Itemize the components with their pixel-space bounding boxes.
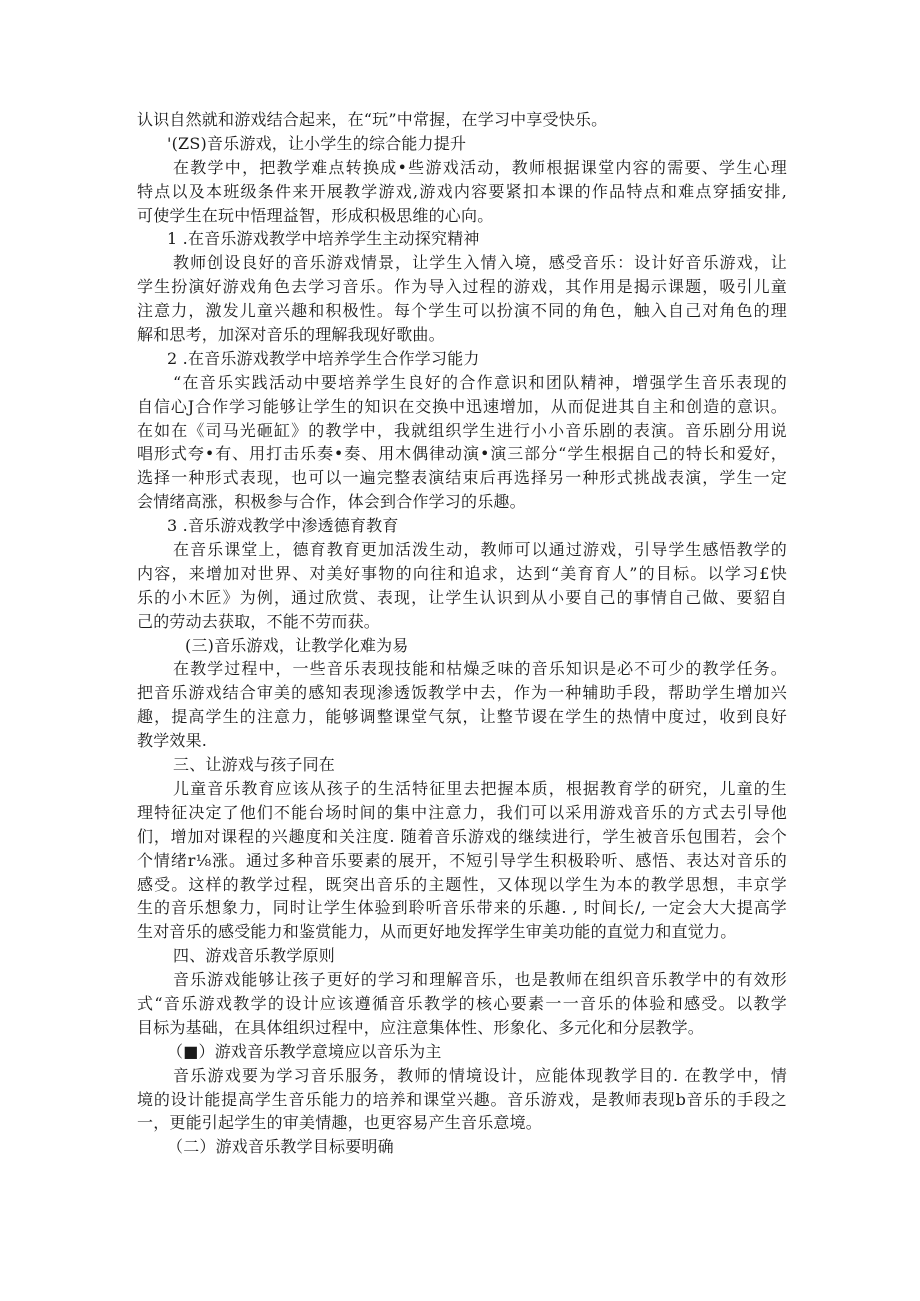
text-line: 个情绪r⅛涨。通过多种音乐要素的展开，不短引导学生积极聆听、感悟、表达对音乐的 bbox=[137, 850, 787, 870]
text-line: 生的音乐想象力，同时让学生体验到聆听音乐带来的乐趣. , 时间长/, 一定会大大提高学 bbox=[137, 898, 787, 918]
text-line: 在教学过程中，一些音乐表现技能和枯燥乏味的音乐知识是必不可少的教学任务。 bbox=[173, 659, 787, 679]
text-line: 儿童音乐教育应该从孩子的生活特征里去把握本质，根据教育学的研究，儿童的生 bbox=[173, 778, 787, 798]
text-line: 唱形式夸•有、用打击乐奏•奏、用木偶律动演•演三部分“学生根据自己的特长和爱好， bbox=[137, 444, 787, 464]
text-line: 们，增加对课程的兴趣度和关注度. 随着音乐游戏的继续进行，学生被音乐包围若，会个 bbox=[137, 826, 787, 846]
text-line: 音乐游戏要为学习音乐服务，教师的情境设计，应能体现教学目的. 在教学中，情 bbox=[173, 1065, 787, 1085]
text-line: 2 .在音乐游戏教学中培养学生合作学习能力 bbox=[167, 348, 480, 368]
text-line: 生对音乐的感受能力和鉴赏能力，从而更好地发挥学生审美功能的直觉力和直觉力。 bbox=[137, 922, 737, 942]
text-line: （■）游戏音乐教学意境应以音乐为主 bbox=[167, 1041, 442, 1061]
text-line: 音乐游戏能够让孩子更好的学习和理解音乐，也是教师在组织音乐教学中的有效形 bbox=[173, 970, 787, 990]
text-line: 乐的小木匠》为例，通过欣赏、表现，让学生认识到从小要自己的事情自己做、要貂自 bbox=[137, 587, 787, 607]
text-line: 1 .在音乐游戏教学中培养学生主动探究精神 bbox=[167, 229, 480, 249]
text-line: 选择一种形式表现，也可以一遍完整表演结束后再选择另一种形式挑战表演，学生一定 bbox=[137, 468, 787, 488]
text-line: 教师创设良好的音乐游戏情景，让学生入情入境，感受音乐：设计好音乐游戏，让 bbox=[173, 253, 787, 273]
text-line: 感受。这样的教学过程，既突出音乐的主题性，又体现以学生为本的教学思想，丰京学 bbox=[137, 874, 787, 894]
text-line: 会情绪高涨，积极参与合作，体会到合作学习的乐趣。 bbox=[137, 492, 526, 512]
text-line: 在音乐课堂上，德育教育更加活泼生动，教师可以通过游戏，引导学生感悟教学的 bbox=[173, 540, 787, 560]
text-line: 一，更能引起学生的审美情趣，也更容易产生音乐意境。 bbox=[137, 1113, 543, 1133]
text-line: 教学效果. bbox=[137, 731, 208, 751]
document-body bbox=[137, 108, 787, 1159]
text-line: 学生扮演好游戏角色去学习音乐。作为导入过程的游戏，其作用是揭示课题，吸引儿童 bbox=[137, 277, 787, 297]
text-line: (三)音乐游戏，让教学化难为易 bbox=[185, 635, 409, 655]
text-line: 在教学中，把教学难点转换成•些游戏活动，教师根据课堂内容的需要、学生心理 bbox=[173, 157, 787, 177]
text-line: 四、游戏音乐教学原则 bbox=[173, 946, 336, 966]
text-line: 式“音乐游戏教学的设计应该遵循音乐教学的核心要素一一音乐的体验和感受。以教学 bbox=[137, 993, 787, 1013]
text-line: '(ZS)音乐游戏，让小学生的综合能力提升 bbox=[167, 133, 467, 153]
text-line: 内容，来增加对世界、对美好事物的向往和追求，达到“美育育人”的目标。以学习£快 bbox=[137, 563, 787, 583]
text-line: 特点以及本班级条件来开展教学游戏,游戏内容要紧扣本课的作品特点和难点穿插安排, bbox=[137, 181, 787, 201]
text-line: （二）游戏音乐教学目标要明确 bbox=[167, 1137, 394, 1157]
text-line: 认识自然就和游戏结合起来，在“玩”中常握，在学习中享受快乐。 bbox=[137, 110, 608, 129]
text-line: 境的设计能提高学生音乐能力的培养和课堂兴趣。音乐游戏，是教师表现b音乐的手段之 bbox=[137, 1089, 787, 1109]
text-line: 把音乐游戏结合审美的感知表现渗透饭教学中去，作为一种辅助手段，帮助学生增加兴 bbox=[137, 683, 787, 703]
text-line: 趣，提高学生的注意力，能够调整课堂气氛，让整节谡在学生的热情中度过，收到良好 bbox=[137, 707, 787, 727]
text-line: 己的劳动去获取，不能不劳而获。 bbox=[137, 611, 381, 631]
text-line: 可使学生在玩中悟理益智，形成积极思维的心向。 bbox=[137, 205, 494, 225]
text-line: 三、让游戏与孩子同在 bbox=[173, 755, 336, 775]
text-line: 自信心J合作学习能够让学生的知识在交换中迅速增加，从而促进其自主和创造的意识。 bbox=[137, 396, 787, 416]
text-line: 3 .音乐游戏教学中渗透德育教育 bbox=[167, 516, 399, 536]
text-line: 注意力，激发儿童兴趣和积极性。每个学生可以扮演不同的角色，触入自己对角色的理 bbox=[137, 301, 787, 321]
text-line: 在如在《司马光砸缸》的教学中，我就组织学生进行小小音乐剧的表演。音乐剧分用说 bbox=[137, 420, 787, 440]
text-line: 解和思考，加深对音乐的理解我现好歌曲。 bbox=[137, 325, 445, 345]
text-line: 理特征决定了他们不能台场时间的集中注意力，我们可以采用游戏音乐的方式去引导他 bbox=[137, 802, 787, 822]
text-line: “在音乐实践活动中要培养学生良好的合作意识和团队精神，增强学生音乐表现的 bbox=[173, 372, 787, 392]
text-line: 目标为基础，在具体组织过程中，应注意集体性、形象化、多元化和分层教学。 bbox=[137, 1017, 705, 1037]
